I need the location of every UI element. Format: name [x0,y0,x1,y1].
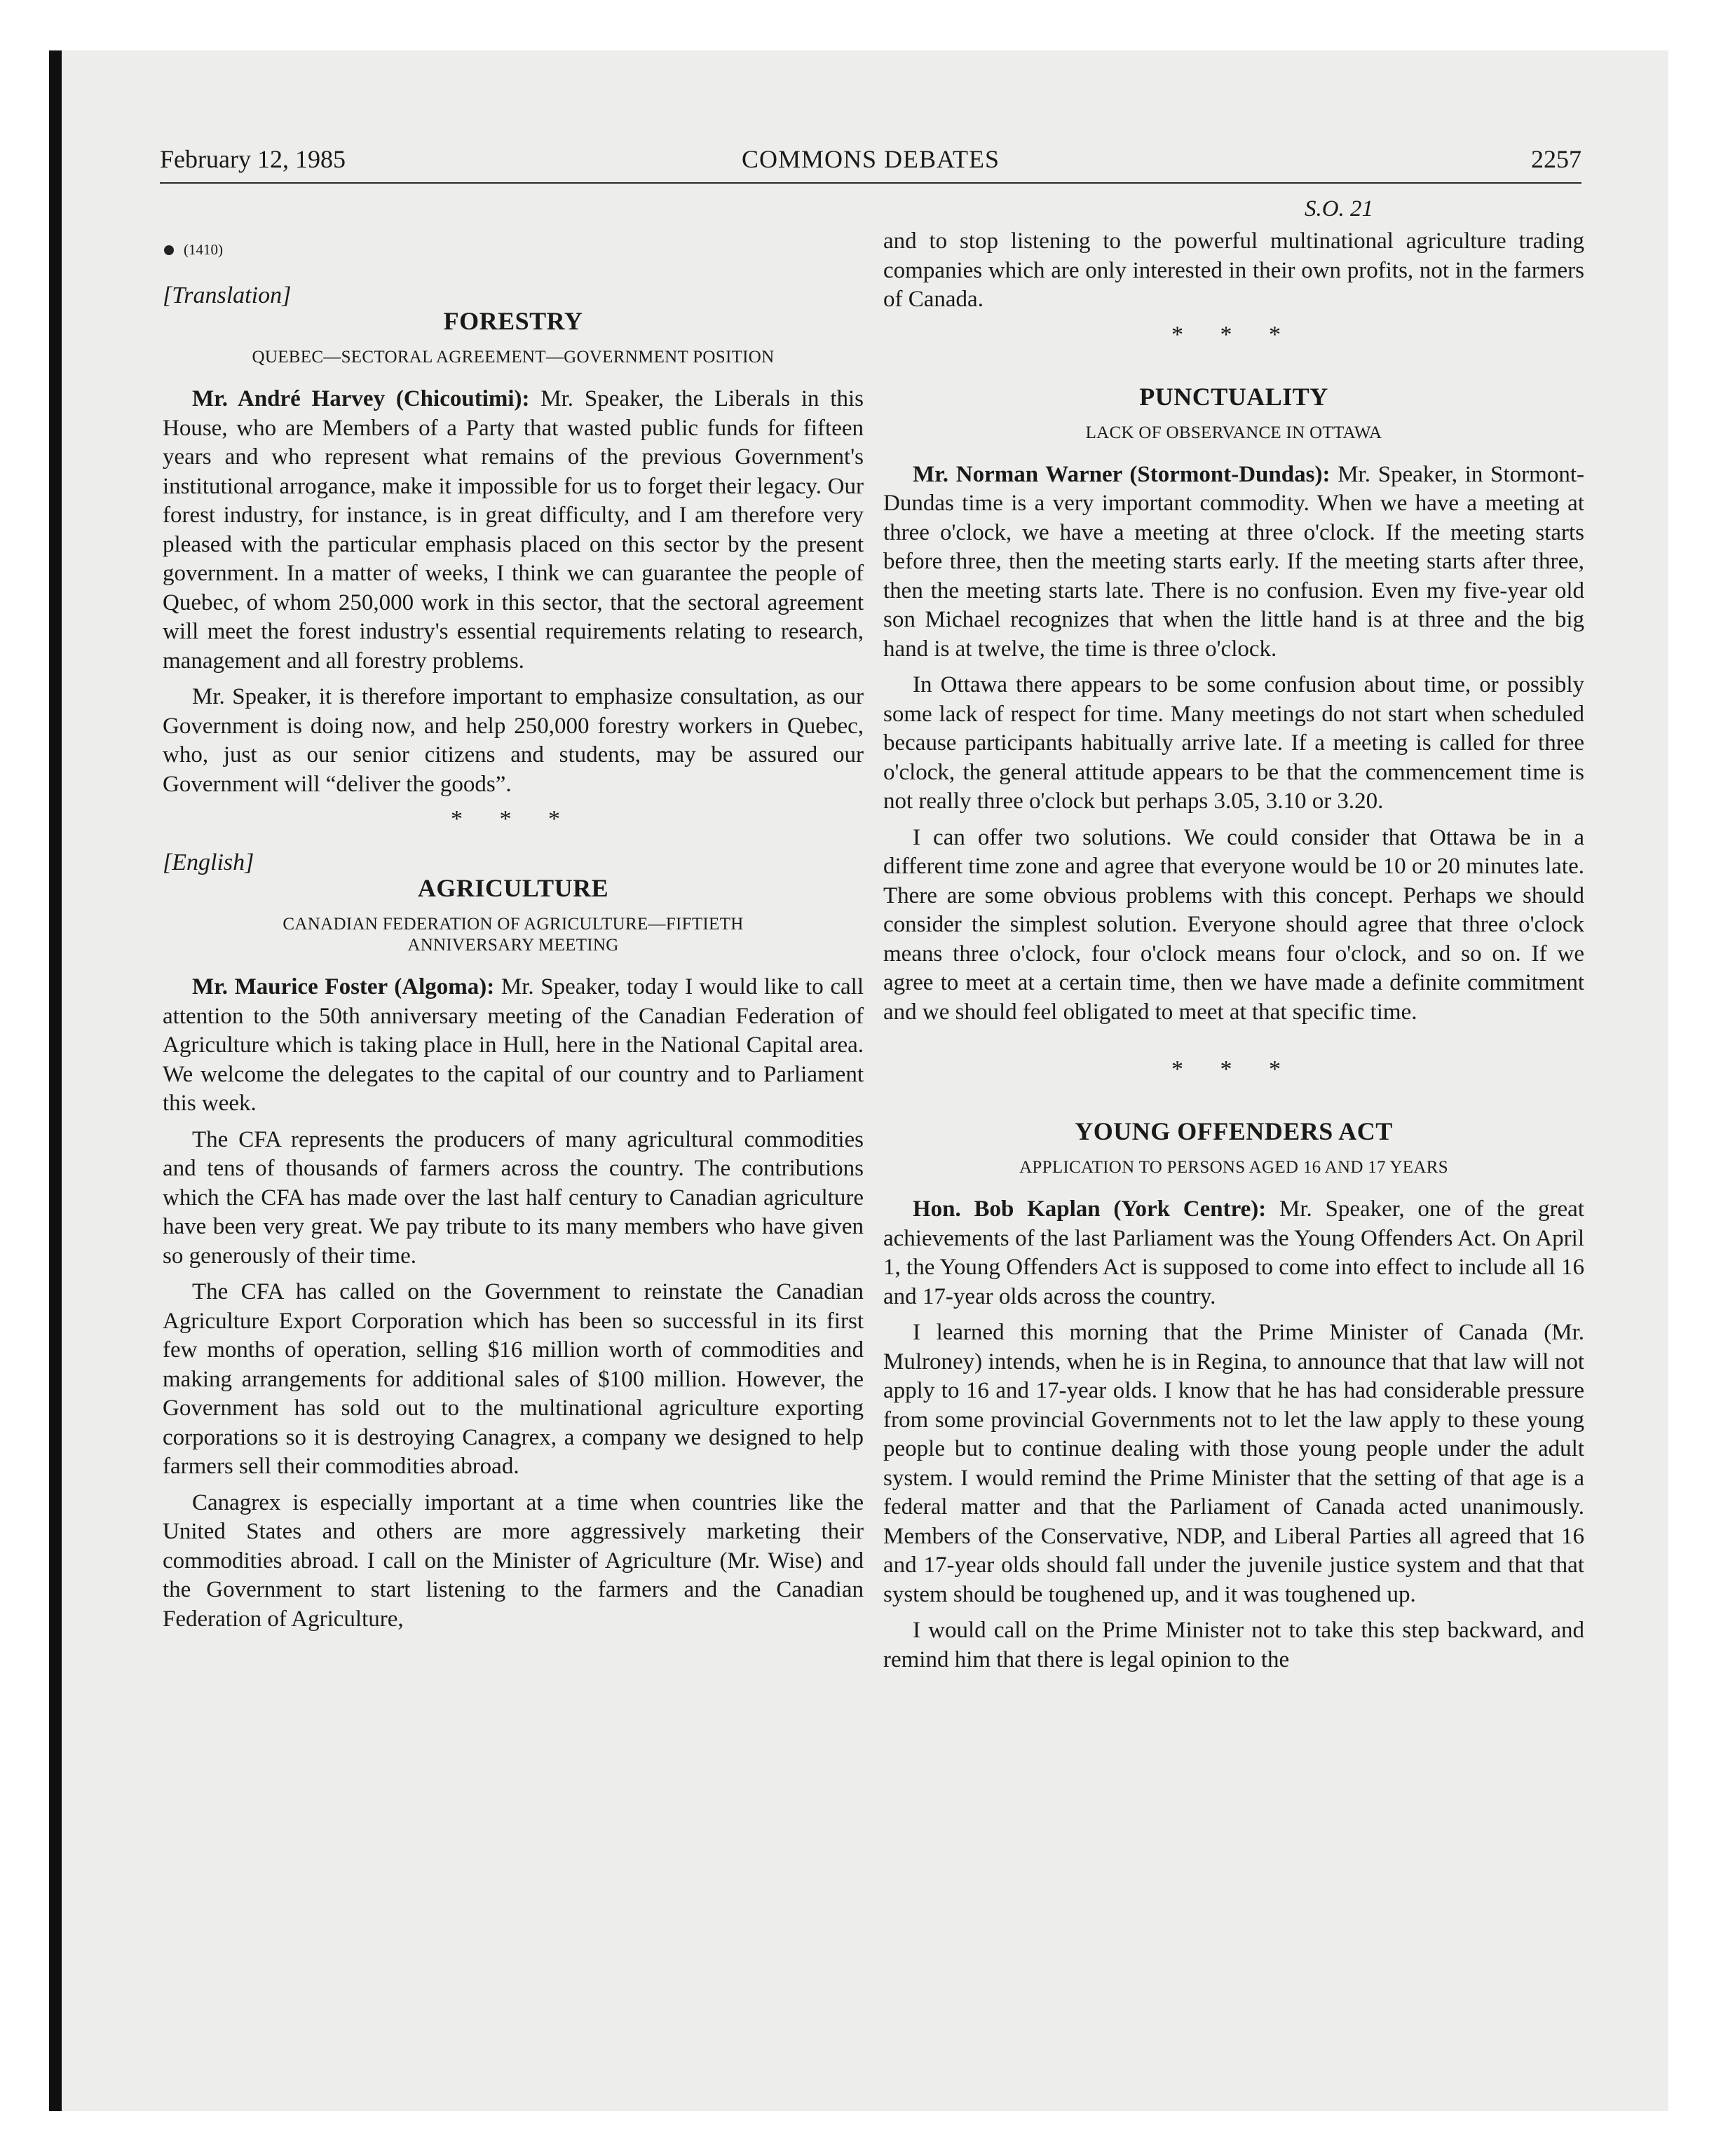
speaker-name: Mr. Norman Warner (Stormont-Dundas): [913,461,1331,487]
continuation-paragraph: and to stop listening to the powerful multinational agriculture trading companies which are only interested in their own profits, not in the farmers of Canada. [883,228,1584,312]
standing-order-marker: S.O. 21 [1304,196,1374,221]
left-column [163,198,864,1641]
subheading-forestry: QUEBEC—SECTORAL AGREEMENT—GOVERNMENT POSITION [252,348,775,367]
speaker-name: Hon. Bob Kaplan (York Centre): [913,1196,1267,1222]
paragraph-text: Mr. Speaker, today I would like to call attention to the 50th anniversary meeting of the Canadian Federation of Agriculture which is taking place in Hull, here in the National Capital area. We welcome the delegates to the capital of our country and to Parliament this week. [163,974,864,1116]
header-date: February 12, 1985 [160,145,346,173]
section-heading-agriculture: AGRICULTURE [417,874,609,902]
time-stamp-text: (1410) [184,241,223,258]
bullet-icon [164,245,174,255]
subheading-young-offenders: APPLICATION TO PERSONS AGED 16 AND 17 YEARS [1019,1158,1448,1177]
paragraph-text: Mr. Speaker, the Liberals in this House, who are Members of a Party that wasted public funds for fifteen years and who represent what remains of the previous Government's institutional arrogance, make it impossible for us to forget their legacy. Our forest industry, for instance, is in great difficulty, and I am therefore very pleased with the particular emphasis placed on this sector by the present government. In a matter of weeks, I think we can guarantee the people of Quebec, of whom 250,000 work in this sector, that the sectoral agreement will meet the forest industry's essential requirements relating to research, management and all forestry problems. [163,386,864,674]
running-header [160,142,1581,184]
right-column [883,195,1584,1681]
separator-stars: * * * [1171,321,1296,348]
separator-stars: * * * [451,806,576,832]
section-heading-forestry: FORESTRY [443,307,583,335]
punctuality-paragraph-3: I can offer two solutions. We could consider that Ottawa be in a different time zone and agree that everyone would be 10 or 20 minutes late. There are some obvious problems with this concept. Perhaps we should consider the simplest solution. Everyone should agree that three o'clock means three o'clock, four o'clock means four o'clock, and so on. If we agree to meet at a certain time, then we have made a definite commitment and we should feel obligated to meet at that specific time. [883,824,1584,1025]
young-offenders-paragraph-1 [883,1195,1584,1311]
subheading-punctuality: LACK OF OBSERVANCE IN OTTAWA [1085,423,1382,442]
paragraph-text: Mr. Speaker, one of the great achievements of the last Parliament was the Young Offenders Act. On April 1, the Young Offenders Act is supposed to come into effect to include all 16 and 17-year olds across the country. [883,1196,1584,1309]
header-publication: COMMONS DEBATES [741,145,1000,173]
agriculture-paragraph-4: Canagrex is especially important at a time when countries like the United States and others are more aggressively marketing their commodities abroad. I call on the Minister of Agriculture (Mr. Wise) and the Government to start listening to the farmers and the Canadian Federation of Agriculture, [163,1489,864,1632]
section-heading-young-offenders: YOUNG OFFENDERS ACT [1075,1117,1393,1145]
agriculture-paragraph-3: The CFA has called on the Government to reinstate the Canadian Agriculture Export Corporation which has been so successful in its first few months of operation, selling $16 million worth of commodities and making arrangements for additional sales of $100 million. However, the Government has sold out to the multinational agriculture exporting corporations so it is destroying Canagrex, a company we designed to help farmers sell their commodities abroad. [163,1279,864,1479]
section-heading-punctuality: PUNCTUALITY [1139,382,1328,411]
young-offenders-paragraph-2: I learned this morning that the Prime Minister of Canada (Mr. Mulroney) intends, when he is in Regina, to announce that that law will not apply to 16 and 17-year olds. I know that he has had considerable pressure from some provincial Governments not to let the law apply to these young people but to continue dealing with those young people under the adult system. I would remind the Prime Minister that the setting of that age is a federal matter and that the Parliament of Canada acted unanimously. Members of the Conservative, NDP, and Liberal Parties all agreed that 16 and 17-year olds should fall under the juvenile justice system and that that system should be toughened up, and it was toughened up. [883,1320,1584,1607]
forestry-paragraph-1 [163,385,864,676]
agriculture-paragraph-2: The CFA represents the producers of many agricultural commodities and tens of thousands of farmers across the country. The contributions which the CFA has made over the last half century to Canadian agriculture have been very great. We pay tribute to its many members who have given so generously of their time. [163,1126,864,1269]
young-offenders-paragraph-3: I would call on the Prime Minister not to take this step backward, and remind him that there is legal opinion to the [883,1618,1584,1672]
punctuality-paragraph-1 [883,460,1584,664]
punctuality-paragraph-2: In Ottawa there appears to be some confusion about time, or possibly some lack of respect for time. Many meetings do not start when scheduled because participants habitually arrive late. If a meeting is called for three o'clock, the general attitude appears to be that the commencement time is not really three o'clock but perhaps 3.05, 3.10 or 3.20. [883,672,1584,814]
english-note: [English] [163,850,254,875]
binding-edge [49,50,62,2111]
speaker-name: Mr. Maurice Foster (Algoma): [192,974,495,999]
subheading-line-1: CANADIAN FEDERATION OF AGRICULTURE—FIFTIETH [283,915,744,934]
subheading-line-2: ANNIVERSARY MEETING [407,936,619,955]
agriculture-paragraph-1 [163,973,864,1119]
paragraph-text: Mr. Speaker, in Stormont-Dundas time is a very important commodity. When we have a meeting at three o'clock, we have a meeting at three o'clock. If the meeting starts before three, then the meeting starts early. If the meeting starts after three, then the meeting starts late. There is no confusion. Even my five-year old son Michael recognizes that when the little hand is at three and the big hand is at twelve, the time is three o'clock. [883,461,1585,662]
separator-stars: * * * [1171,1056,1296,1082]
time-stamp [164,241,864,259]
speaker-name: Mr. André Harvey (Chicoutimi): [192,386,530,411]
subheading-agriculture [163,914,864,956]
header-page-number: 2257 [1531,145,1581,173]
forestry-paragraph-2: Mr. Speaker, it is therefore important to emphasize consultation, as our Government is doing now, and help 250,000 forestry workers in Quebec, who, just as our senior citizens and students, may be assured our Government will “deliver the goods”. [163,684,864,797]
translation-note: [Translation] [163,282,292,308]
